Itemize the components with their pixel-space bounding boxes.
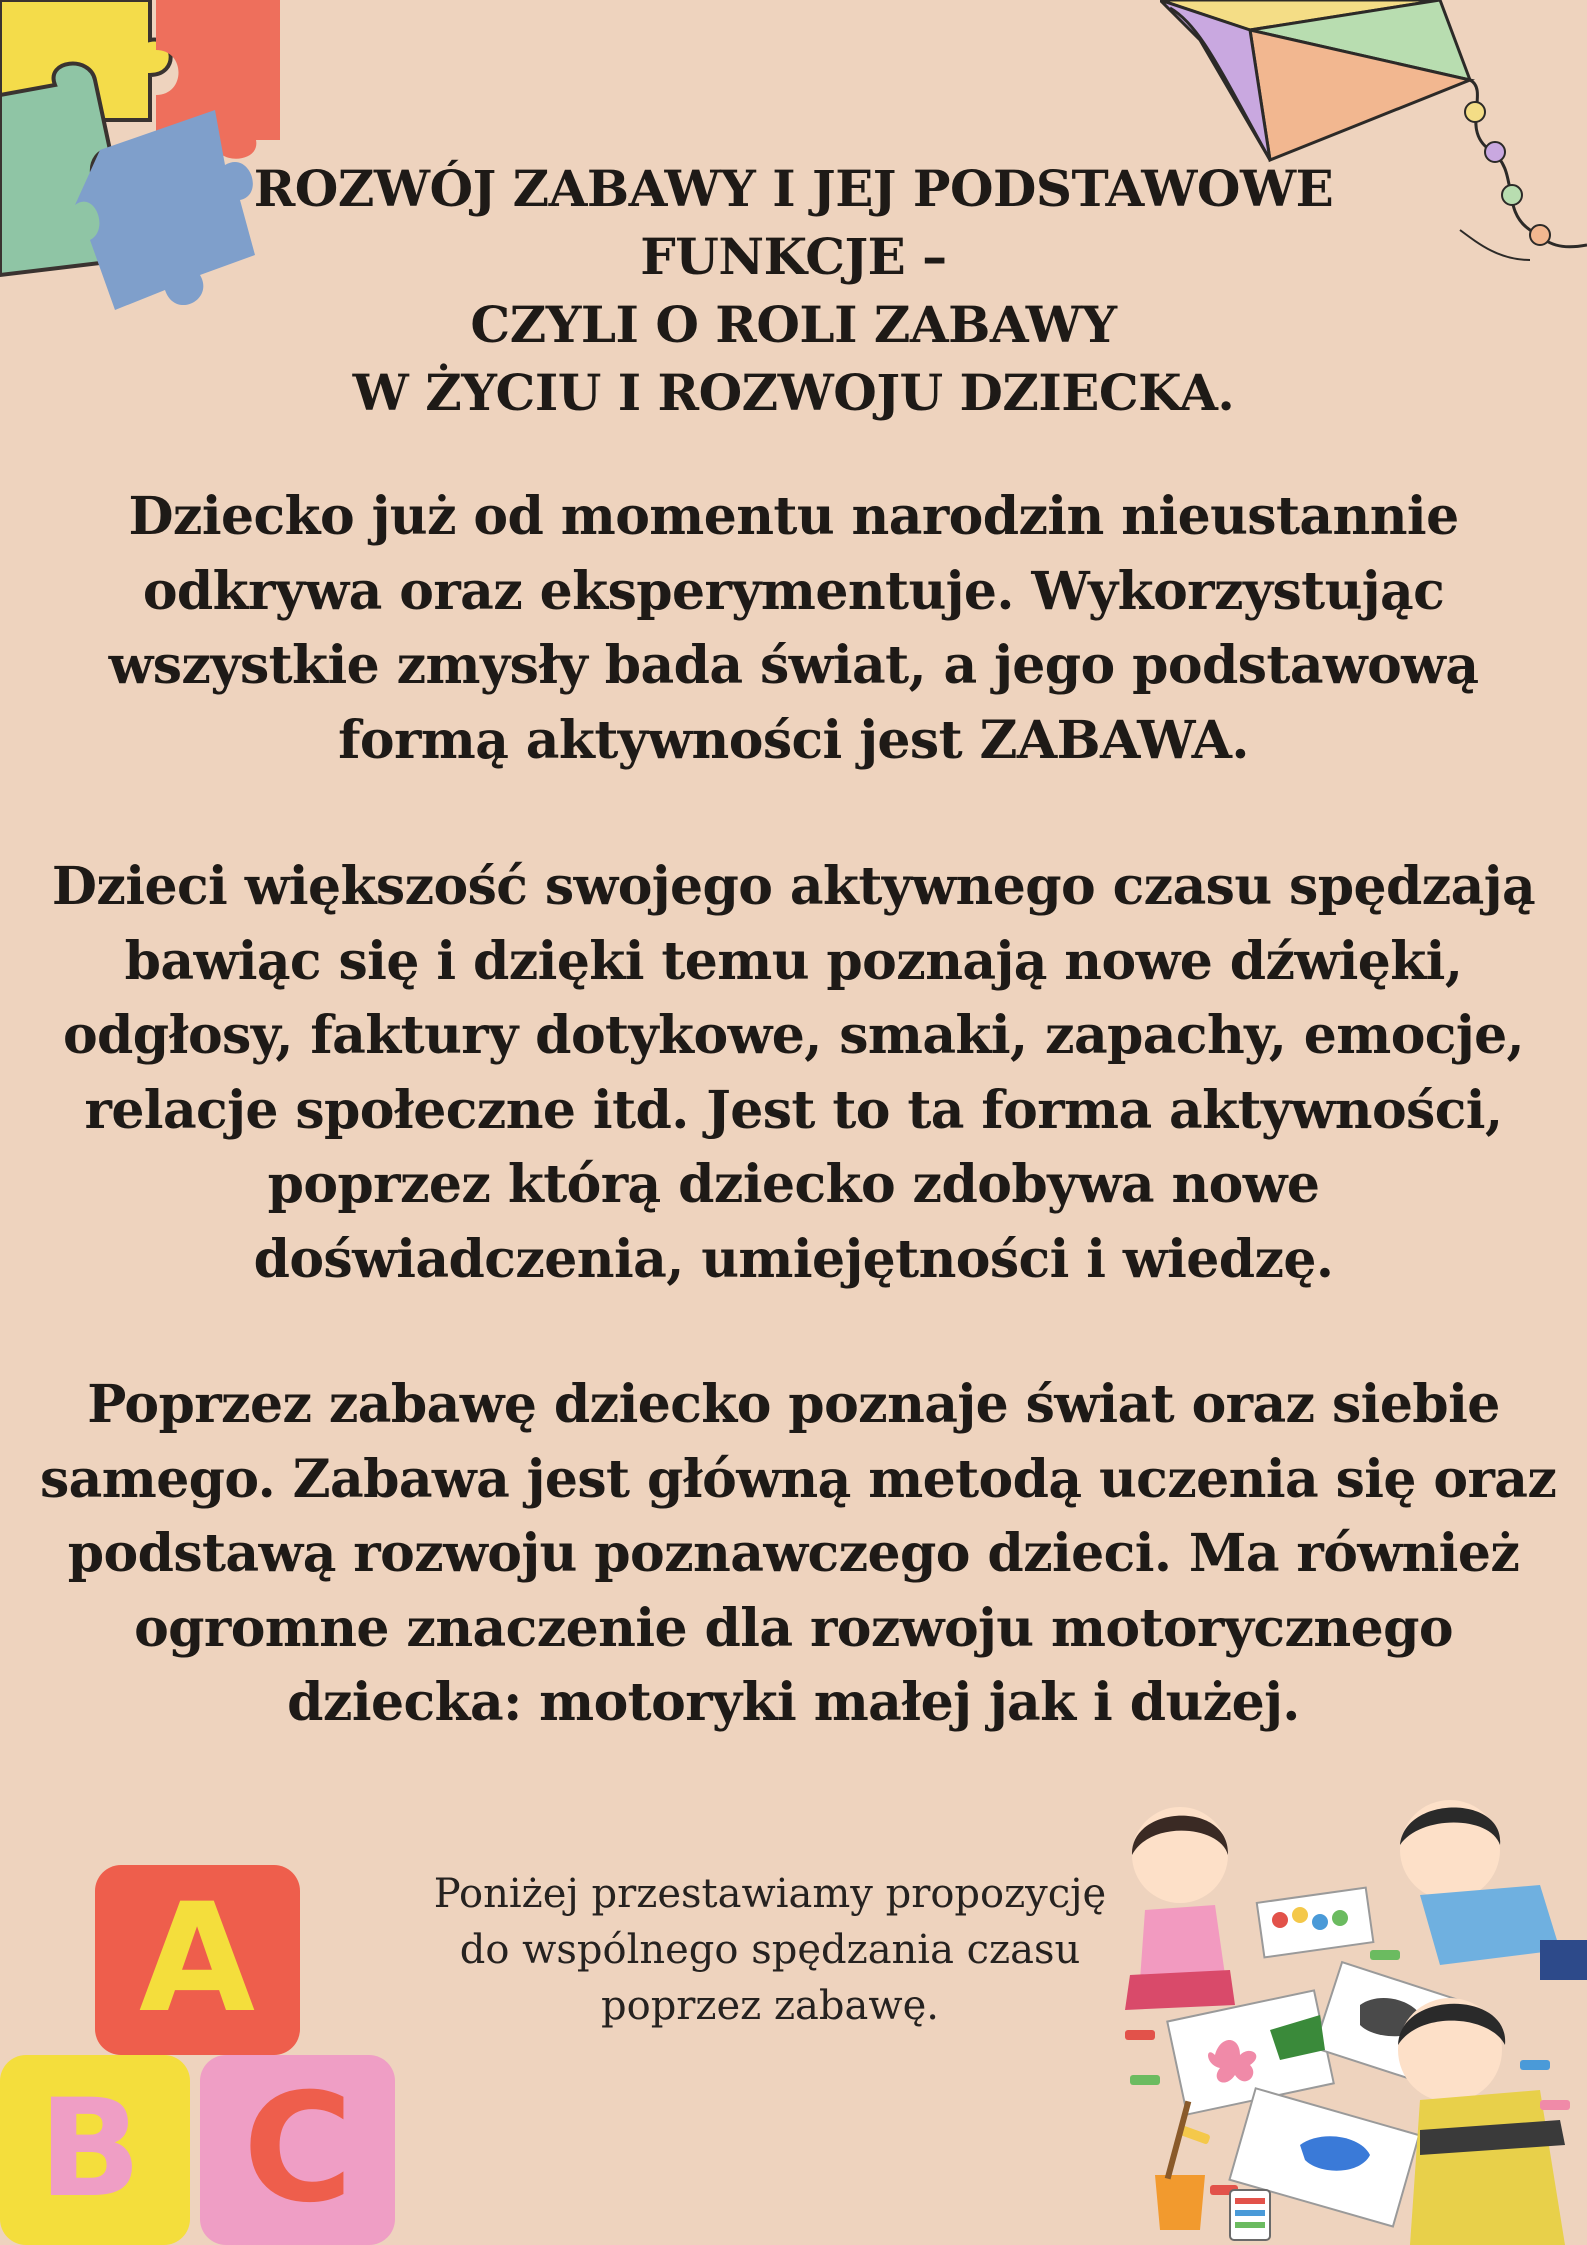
title-line: FUNKCJE –: [640, 227, 947, 286]
paragraph-intro: [40, 480, 1547, 778]
paragraph-line: poprzez którą dziecko zdobywa nowe: [267, 1154, 1320, 1215]
title-line: ROZWÓJ ZABAWY I JEJ PODSTAWOWE: [253, 159, 1334, 218]
paragraph-line: doświadczenia, umiejętności i wiedzę.: [253, 1228, 1334, 1290]
paragraph-line: Dziecko już od momentu narodzin nieustannie: [128, 486, 1459, 547]
paragraph-line: dziecka: motoryki małej jak i dużej.: [287, 1672, 1300, 1733]
title-line: W ŻYCIU I ROZWOJU DZIECKA.: [352, 363, 1235, 422]
paragraph-development: [40, 1368, 1557, 1741]
paragraph-line: odgłosy, faktury dotykowe, smaki, zapachy, emocje,: [62, 1005, 1525, 1066]
paragraph-line: wszystkie zmysły bada świat, a jego podstawową: [108, 635, 1479, 696]
paragraph-line: ogromne znaczenie dla rozwoju motorycznego: [134, 1597, 1453, 1659]
footer-line: poprzez zabawę.: [601, 1983, 939, 2029]
paragraph-play-time: [40, 850, 1547, 1297]
block-c-letter: C: [242, 2062, 354, 2236]
block-a-letter: A: [138, 1872, 256, 2046]
paragraph-line: Poprzez zabawę dziecko poznaje świat oraz siebie: [87, 1374, 1500, 1435]
title-line: CZYLI O ROLI ZABAWY: [470, 295, 1117, 354]
abc-blocks-illustration: [0, 1850, 400, 2245]
children-painting-illustration: [1120, 1800, 1587, 2245]
paragraph-line: formą aktywności jest ZABAWA.: [338, 709, 1249, 771]
paragraph-line: samego. Zabawa jest główną metodą uczenia się oraz: [40, 1448, 1557, 1510]
paragraph-line: relacje społeczne itd. Jest to ta forma aktywności,: [84, 1079, 1503, 1141]
footer-line: Poniżej przestawiamy propozycję: [433, 1871, 1107, 1917]
paragraph-line: Dzieci większość swojego aktywnego czasu spędzają: [51, 856, 1536, 917]
page-title: [160, 155, 1427, 427]
paragraph-line: odkrywa oraz eksperymentuje. Wykorzystując: [142, 560, 1445, 622]
paragraph-line: bawiąc się i dzięki temu poznają nowe dźwięki,: [124, 930, 1463, 992]
paragraph-line: podstawą rozwoju poznawczego dzieci. Ma również: [67, 1523, 1520, 1584]
block-b-letter: B: [38, 2070, 142, 2227]
footer-line: do wspólnego spędzania czasu: [459, 1927, 1081, 1973]
footer-note: [380, 1866, 1160, 2034]
